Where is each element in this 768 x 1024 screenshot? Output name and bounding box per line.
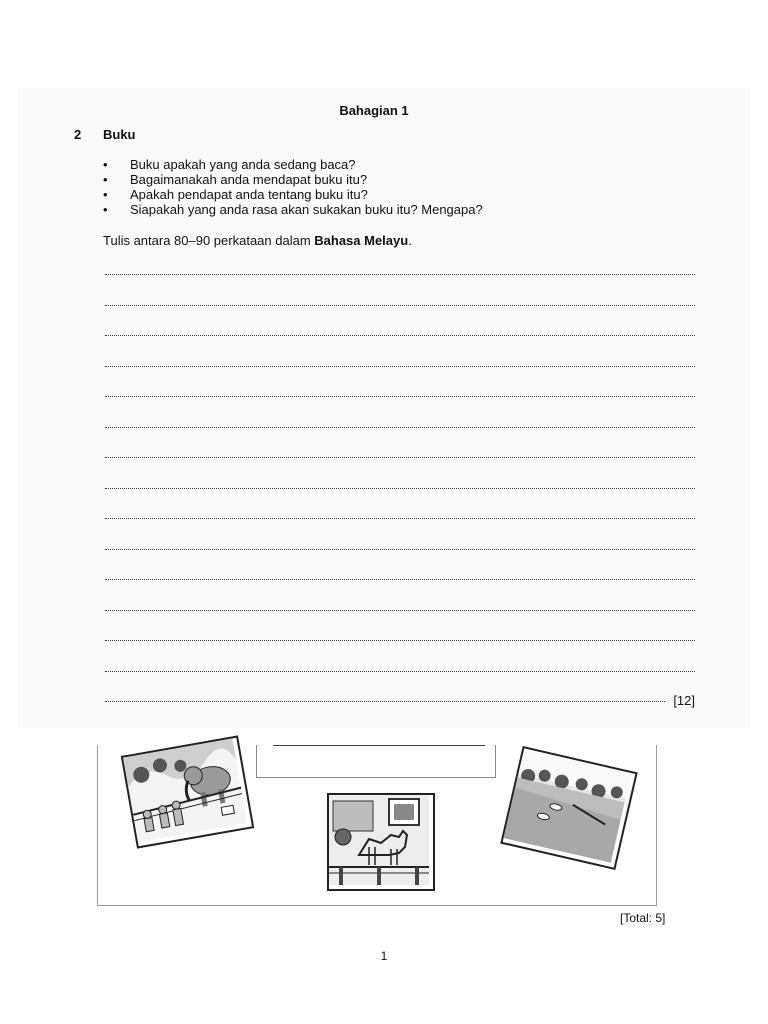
answer-line[interactable] — [105, 266, 695, 297]
dotted-rule — [105, 579, 695, 580]
dotted-rule — [105, 671, 695, 672]
prompt-item: • Bagaimanakah anda mendapat buku itu? — [103, 172, 483, 187]
answer-line[interactable] — [105, 327, 695, 358]
answer-line[interactable] — [105, 510, 695, 541]
answer-line[interactable] — [105, 693, 695, 724]
prompt-item: • Buku apakah yang anda sedang baca? — [103, 157, 483, 172]
answer-line[interactable] — [105, 602, 695, 633]
prompt-item: • Apakah pendapat anda tentang buku itu? — [103, 187, 483, 202]
section-title: Bahagian 1 — [339, 103, 409, 118]
answer-line[interactable] — [105, 449, 695, 480]
caption-box — [256, 745, 496, 778]
question-number: 2 — [74, 127, 82, 142]
marks-label: [12] — [673, 693, 695, 708]
dotted-rule — [105, 427, 695, 428]
answer-line[interactable] — [105, 632, 695, 663]
caption-line — [273, 745, 485, 746]
answer-area[interactable] — [105, 266, 695, 724]
instruction-language: Bahasa Melayu — [314, 233, 409, 248]
dotted-rule — [105, 610, 695, 611]
dotted-rule — [105, 335, 695, 336]
question-title: Buku — [103, 127, 136, 142]
page-number: 1 — [380, 949, 388, 963]
instruction-prefix: Tulis antara 80–90 perkataan dalam — [103, 233, 315, 248]
answer-line[interactable] — [105, 541, 695, 572]
answer-line[interactable] — [105, 571, 695, 602]
instruction — [103, 233, 412, 248]
dotted-rule — [105, 396, 695, 397]
dotted-rule — [105, 488, 695, 489]
dotted-rule — [105, 549, 695, 550]
museum-picture — [327, 793, 435, 891]
answer-line[interactable] — [105, 388, 695, 419]
dotted-rule — [105, 701, 665, 702]
dotted-rule — [105, 305, 695, 306]
prompt-item: • Siapakah yang anda rasa akan sukakan buku itu? Mengapa? — [103, 202, 483, 217]
dotted-rule — [105, 640, 695, 641]
dotted-rule — [105, 518, 695, 519]
answer-line[interactable] — [105, 358, 695, 389]
dotted-rule — [105, 366, 695, 367]
answer-line[interactable] — [105, 663, 695, 694]
answer-line[interactable] — [105, 480, 695, 511]
total-marks: [Total: 5] — [620, 911, 666, 925]
dotted-rule — [105, 457, 695, 458]
dotted-rule — [105, 274, 695, 275]
instruction-suffix: . — [408, 233, 412, 248]
answer-line[interactable] — [105, 419, 695, 450]
prompt-list — [103, 157, 483, 217]
answer-line[interactable] — [105, 297, 695, 328]
